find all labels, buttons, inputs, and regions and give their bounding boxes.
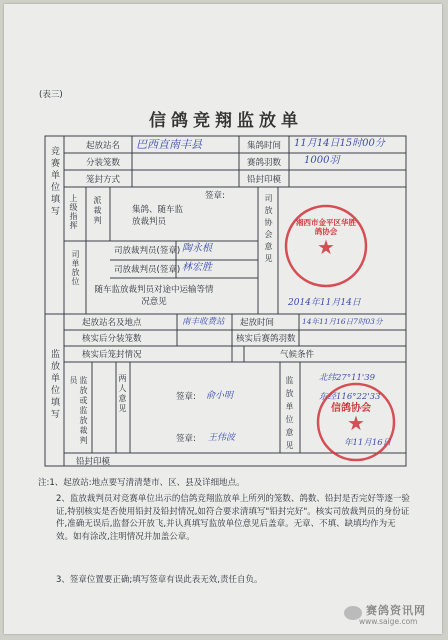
lead-mould-label: 铅封印模: [76, 457, 111, 467]
transport-label: 随车监放裁判员对途中运输等情况意见: [94, 285, 214, 307]
supervise-unit-label: 监放单位意见: [285, 376, 294, 454]
race-count-label: 赛鸽羽数: [247, 158, 282, 168]
weather-label: 气候条件: [280, 350, 315, 360]
sub-count-label: 分装笼数: [86, 158, 121, 168]
note-1: 注:1、起放站:地点要写清清楚市、区、县及详细地点。: [38, 478, 245, 488]
unit-label: 司单放位: [71, 250, 80, 286]
sender-label: 司放协会意见: [264, 194, 273, 266]
stamp1-text: 湘西市金平区华胜鸽协会: [296, 218, 356, 236]
stamp2-star-icon: ★: [347, 411, 365, 435]
release-time-label: 起放时间: [240, 318, 275, 328]
watermark-url: www.saige.com: [359, 617, 418, 626]
note-3: 3、签章位置要正确;填写签章有误此表无效,责任自负。: [56, 575, 263, 585]
coord-a[interactable]: 北纬27°11'39: [319, 373, 376, 383]
judge-b-label: 司放裁判员(签章): [114, 265, 181, 275]
assign-judge-label: 派裁判: [93, 196, 102, 226]
form-code: (表三): [39, 90, 63, 100]
sign-label: 签章:: [205, 191, 225, 201]
section-b-label: 监放单位填写: [49, 349, 59, 421]
assign-judge-desc: 集鸽、随车监放裁判员: [132, 205, 184, 227]
judge-b-sign[interactable]: 林宏胜: [182, 262, 212, 273]
supervise-stamp: [318, 384, 394, 460]
stamp2-text: 信鸽协会: [331, 403, 371, 414]
registration-form-sheet: [4, 4, 442, 634]
assoc-date[interactable]: 2014年11月14日: [288, 298, 361, 308]
collect-time-value[interactable]: 11月14日15时00分: [294, 138, 385, 149]
supervise-date[interactable]: 年11月16日: [344, 438, 392, 448]
note-2: 2、监放裁判员对竞赛单位出示的信鸽竞翔监放单上所列的笼数、鸽数、铅封是否完好等逐一验证,特别核实是否使用铅封及铅封情况,如符合要求清填写"铅封完好"。核实司放裁判员的身份证件,准确无误后,监督公开放飞,并认真填写监放单位意见后盖章。无章、不填、缺填均作为无效。如有涂改,注明情况并加盖公章。: [56, 494, 410, 542]
lead-seal-label: 铅封印模: [247, 175, 282, 185]
stamp-star-icon: ★: [317, 235, 335, 259]
check-birds-label: 核实后赛鸽羽数: [236, 334, 296, 344]
station-loc-value[interactable]: 南丰收费站: [182, 317, 225, 327]
release-time-value[interactable]: 14年11月16日7时03分: [302, 317, 383, 326]
release-station-value[interactable]: 巴西直南丰县: [136, 138, 202, 151]
sign2-value[interactable]: 王伟波: [208, 433, 236, 443]
coord-b[interactable]: 东经116°22'33: [319, 392, 381, 402]
judge-a-sign[interactable]: 陶永根: [182, 243, 212, 254]
sign1-value[interactable]: 俞小明: [206, 391, 234, 401]
two-people-label: 两人意见: [118, 374, 127, 414]
collect-time-label: 集鸽时间: [247, 141, 282, 151]
release-station-label: 起放站名: [86, 141, 121, 151]
station-loc-label: 起放站名及地点: [82, 318, 142, 328]
race-count-value[interactable]: 1000羽: [304, 155, 340, 166]
form-title: 信鸽竞翔监放单: [149, 111, 303, 131]
watermark-site: 赛鸽资讯网: [366, 604, 426, 617]
section-a-label: 竞赛单位填写: [49, 146, 59, 218]
seal-method-label: 笼封方式: [86, 175, 121, 185]
sign1-label: 签章:: [176, 392, 196, 402]
check-seal-label: 核实后笼封情况: [82, 350, 142, 360]
sign2-label: 签章:: [176, 434, 196, 444]
judge-a-label: 司放裁判员(签章): [114, 246, 181, 256]
upper-authority-label: 上级指挥: [69, 194, 78, 230]
check-cages-label: 核实后分装笼数: [82, 334, 142, 344]
supervise-label: 监放或监放裁判员: [69, 376, 88, 446]
